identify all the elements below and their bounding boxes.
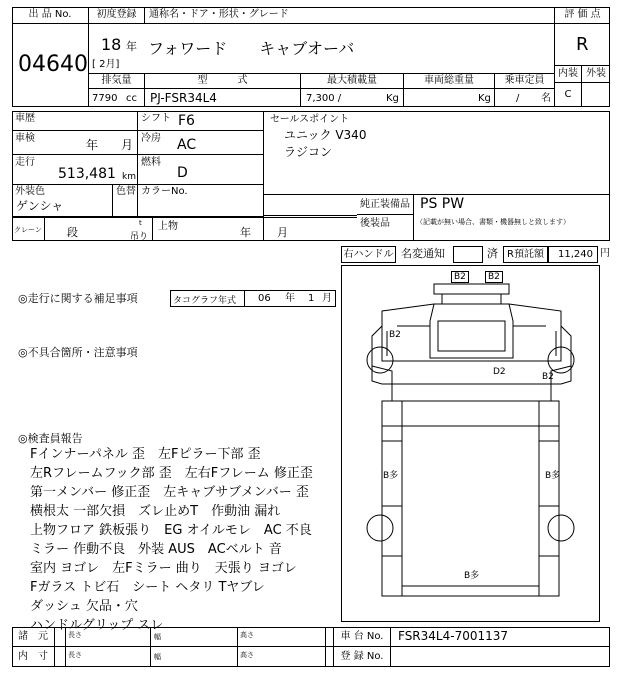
damage-mark: B多 (383, 471, 399, 481)
damage-mark: B2 (485, 271, 503, 283)
damage-mark: B2 (451, 271, 469, 283)
sales-point-label: セールスポイント (270, 114, 350, 125)
ac-label: 冷房 (141, 133, 161, 144)
damage-mark: B多 (545, 471, 561, 481)
report-line: 第一メンバー 修正歪 左キャブサブメンバー 歪 (30, 485, 309, 500)
reg-label: 登 録 No. (333, 651, 391, 663)
capacity-unit: 名 (541, 93, 551, 104)
report-line: 上物フロア 鉄板張り EG オイルモレ AC 不良 (30, 523, 312, 538)
equipment-value: PS PW (420, 196, 465, 212)
aftermarket-row (264, 215, 357, 216)
color-change-label: 色替 (116, 186, 136, 197)
inspection-label: 車検 (15, 133, 35, 144)
lot-label: 出 品 No. (12, 7, 89, 24)
upper-line (264, 217, 357, 241)
tacho-year: 06 (258, 293, 271, 304)
mileage-label: 走行 (15, 157, 35, 168)
damage-mark: B多 (464, 571, 480, 581)
model-name-label: 通称名・ドア・形状・グレード (145, 7, 554, 24)
report-line: ミラー 作動不良 外装 AUS ACベルト 音 (30, 542, 282, 557)
report-line: ダッシュ 欠品・穴 (30, 599, 138, 614)
inspector-report (30, 445, 313, 635)
drive-label: 右ハンドル (341, 246, 396, 263)
footer-col (237, 627, 238, 667)
name-change-check: 済 (487, 247, 498, 260)
grade-label: 評 価 点 (554, 7, 610, 24)
grade-value: R (576, 34, 589, 55)
gross-weight-label: 車両総重量 (404, 73, 495, 89)
tacho-year-unit: 年 (285, 293, 295, 304)
report-line: ハンドルグリップ スレ (30, 618, 164, 633)
lot-number: 04640 (18, 52, 88, 77)
footer-col (150, 627, 151, 667)
color-no-label: カラーNo. (141, 186, 188, 197)
sales-point-1: ユニック V340 (284, 128, 367, 142)
first-reg-month: [ 2月] (92, 59, 120, 70)
first-reg-label: 初度登録 (89, 7, 145, 24)
displacement-value: 7790 (92, 93, 118, 104)
ext-color-label: 外装色 (15, 186, 45, 197)
equipment-label: 純正装備品 (360, 199, 410, 210)
height-label: 高さ (240, 631, 254, 639)
footer-col (12, 627, 55, 667)
gross-weight-unit: Kg (478, 93, 491, 104)
displacement-label: 排気量 (89, 73, 145, 89)
max-load-unit: Kg (386, 93, 399, 104)
shift-label: シフト (141, 113, 171, 124)
year-unit: 年 (126, 40, 137, 53)
damage-mark: D2 (493, 367, 506, 377)
upper-label: 上物 (158, 221, 178, 232)
model-name: フォワード キャブオーバ (148, 39, 355, 58)
interior-grade: C (554, 82, 582, 107)
width-label: 幅 (154, 633, 161, 641)
tacho-month: 1 (308, 293, 315, 304)
length-label: 長さ (68, 651, 82, 659)
sales-point-2: ラジコン (284, 145, 333, 159)
ext-color: ゲンシャ (16, 199, 64, 213)
inner-label: 内 寸 (12, 651, 55, 663)
max-load: 7,300 / (306, 93, 342, 104)
exterior-grade (582, 82, 610, 107)
footer-divider (12, 627, 610, 647)
footer-col (333, 627, 391, 667)
damage-mark: B2 (542, 372, 554, 382)
chassis-no: FSR34L4-7001137 (398, 629, 509, 643)
mileage-unit: km (122, 172, 136, 182)
inspector-label: ◎検査員報告 (18, 432, 83, 445)
exterior-label: 外装 (582, 65, 610, 82)
crane-steps: 段 (67, 226, 78, 239)
r-price-label: R預託額 (503, 246, 548, 263)
driving-notes-label: ◎走行に関する補足事項 (18, 292, 138, 305)
interior-label: 内装 (554, 65, 582, 82)
chassis-label: 車 台 No. (333, 631, 391, 643)
footer-col (65, 627, 66, 667)
displacement-unit: cc (126, 93, 137, 104)
name-change-box (453, 246, 483, 263)
r-price-value: 11,240 (548, 246, 598, 263)
tacho-label: タコグラフ年式 (170, 290, 245, 307)
model-code-label: 型 式 (145, 73, 301, 89)
shift-value: F6 (178, 113, 195, 129)
first-reg-year: 18 (101, 35, 122, 54)
fuel-value: D (177, 165, 188, 181)
report-line: 横根太 一部欠損 ズレ止めT 作動油 漏れ (30, 504, 281, 519)
report-line: 左Rフレームフック部 歪 左右Fフレーム 修正歪 (30, 466, 313, 481)
fuel-label: 燃料 (141, 157, 161, 168)
inspection-month: 月 (121, 138, 134, 152)
dimensions-label: 諸 元 (12, 631, 55, 643)
name-change-label: 名変通知 (401, 247, 445, 260)
aftermarket-label: 後装品 (360, 218, 390, 229)
length-label: 長さ (68, 631, 82, 639)
tacho-month-unit: 月 (322, 293, 332, 304)
crane-hang: 吊り (130, 232, 149, 242)
aftermarket-note: （記載が無い場合、書類・機器無しと致します） (416, 218, 570, 226)
report-line: Fガラス トビ石 シート ヘタリ Tヤブレ (30, 580, 265, 595)
capacity-label: 乗車定員 (495, 73, 554, 89)
mileage-value: 513,481 (58, 166, 116, 182)
damage-mark: B2 (389, 330, 401, 340)
inspection-year: 年 (86, 138, 99, 152)
footer-col (325, 627, 326, 667)
yen-label: 円 (600, 248, 610, 259)
width-label: 幅 (154, 653, 161, 661)
report-line: 室内 ヨゴレ 左Fミラー 曲り 天張り ヨゴレ (30, 561, 297, 576)
ac-value: AC (177, 137, 197, 153)
height-label: 高さ (240, 651, 254, 659)
upper-year: 年 (240, 226, 251, 239)
report-line: Fインナーパネル 歪 左Fピラー下部 歪 (30, 447, 261, 462)
max-load-label: 最大積載量 (301, 73, 404, 89)
capacity-value: / (516, 93, 520, 104)
history-label: 車歴 (15, 113, 35, 124)
defects-label: ◎不具合箇所・注意事項 (18, 346, 138, 359)
model-code: PJ-FSR34L4 (150, 91, 217, 105)
crane-label: クレーン (14, 226, 42, 234)
upper-month: 月 (277, 226, 288, 239)
crane-ton: t (139, 219, 142, 227)
